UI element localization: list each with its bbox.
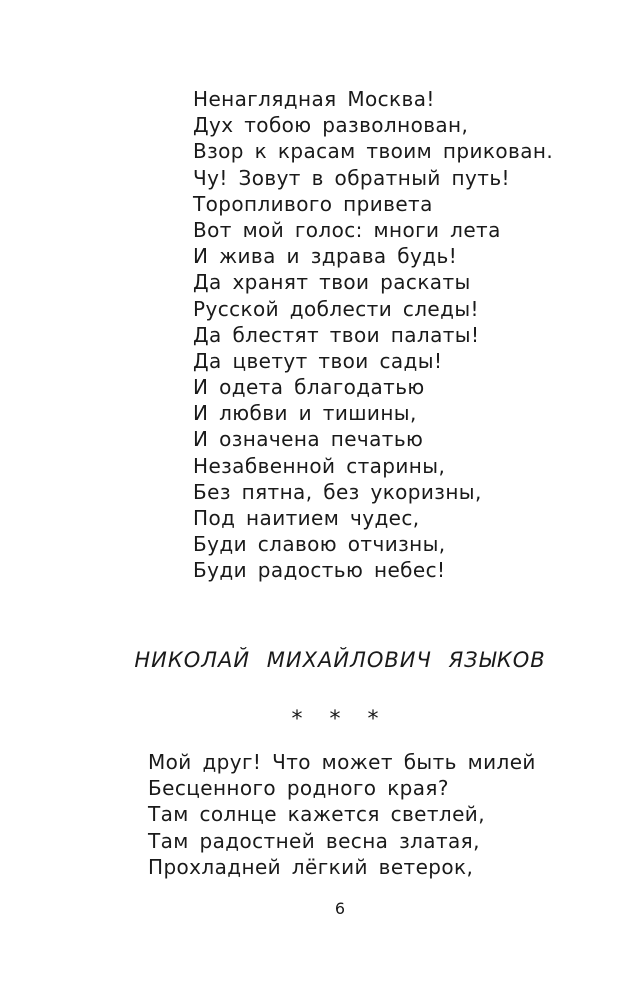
- poem-line: Вот мой голос: многи лета: [193, 217, 501, 242]
- poem-line: Мой друг! Что может быть милей: [148, 750, 536, 774]
- page-number: 6: [334, 899, 346, 918]
- poem-line: Буди славою отчизны,: [193, 532, 446, 557]
- poem-line: Незабвенной старины,: [193, 453, 446, 478]
- poem-stanza-1: [193, 86, 613, 584]
- poem-line: Да хранят твои раскаты: [193, 270, 471, 295]
- poem-line: И жива и здрава будь!: [193, 244, 458, 269]
- poem-line: Чу! Зовут в обратный путь!: [193, 165, 510, 190]
- section-separator: * * *: [291, 707, 389, 732]
- poem-line: Прохладней лёгкий ветерок,: [148, 854, 474, 879]
- poem-line: Ненаглядная Москва!: [193, 87, 435, 111]
- poem-line: Взор к красам твоим прикован.: [193, 139, 554, 164]
- poem-line: Там радостней весна златая,: [148, 828, 480, 853]
- poem-line: Под наитием чудес,: [193, 506, 420, 530]
- poem-line: Там солнце кажется светлей,: [148, 802, 485, 827]
- poem-line: Да блестят твои палаты!: [193, 322, 480, 347]
- poem-line: Русской доблести следы!: [193, 296, 479, 321]
- poem-line: Без пятна, без укоризны,: [193, 479, 482, 504]
- poem-line: Бесценного родного края?: [148, 776, 449, 801]
- author-heading: НИКОЛАЙ МИХАЙЛОВИЧ ЯЗЫКОВ: [134, 648, 546, 672]
- poem-line: Да цветут твои сады!: [193, 348, 443, 373]
- poem-line: Буди радостью небес!: [193, 558, 446, 583]
- poem-line: И любви и тишины,: [193, 401, 417, 426]
- poem-line: И одета благодатью: [193, 375, 425, 400]
- poem-line: И означена печатью: [193, 427, 424, 452]
- poem-line: Торопливого привета: [193, 191, 433, 216]
- poem-stanza-2: [148, 749, 608, 880]
- poem-line: Дух тобою разволнован,: [193, 113, 469, 138]
